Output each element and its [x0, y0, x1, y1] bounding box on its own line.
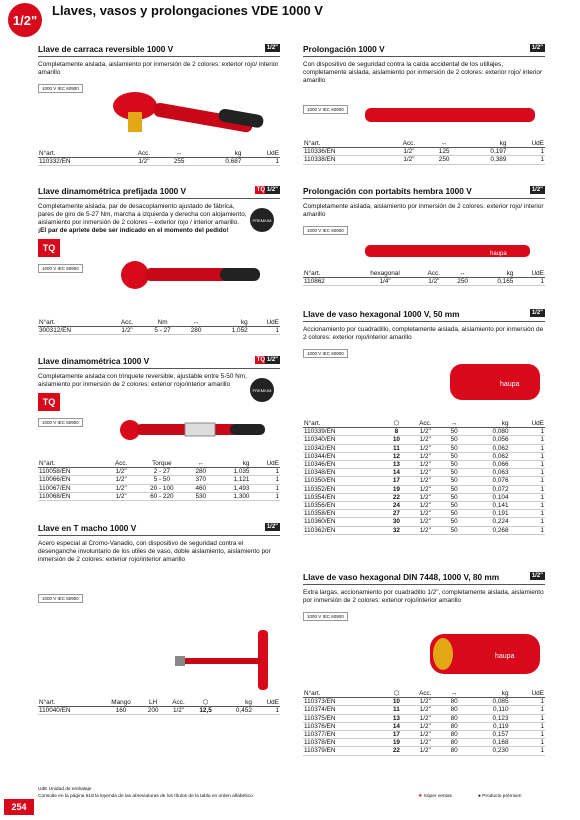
section-description: Completamente aislada, aislamiento por inmersión de 2 colores: exterior rojo/ interior amarillo	[38, 61, 279, 76]
premium-icon: ●	[478, 794, 481, 799]
super-sales-legend: ★ Súper ventas	[418, 794, 452, 799]
torque-wrench-image	[115, 410, 275, 450]
tq-logo: TQ	[38, 239, 60, 257]
section-socket-50: Llave de vaso hexagonal 1000 V, 50 mm 1/2" Accionamiento por cuadradillo, completamente aislada, aislamiento por inmersión de 2 colores: exterior rojo/interior amarillo 1000 V IEC 60900	[303, 309, 544, 356]
table-row: 110340/EN 10 1/2" 50 0,056 1	[304, 436, 544, 444]
table-bit-extension: N°art. hexagonal Acc. ↔ kg UdE 110862 1/4" 1/2" 250 0,165 1	[304, 270, 544, 286]
table-row: 110068/EN 1/2" 60 - 220 530 1,300 1	[39, 492, 279, 500]
table-socket-80: N°art. ⬡ Acc. ↔ kg UdE 110373/EN 10 1/2" 80 0,085 1 110374/EN 11 1/2" 80 0,110 1 110375/EN 13 1/2" 80 0,123 1 110376/EN 14 1/2" 80 0,119 1 110377/EN 17 1/2" 80 0,157 1 110378/EN 19 1/2" 80 0,168 1 110379/EN 22 1/2" 80 0,230 1	[304, 690, 544, 755]
premium-badge: PREMIUM	[250, 378, 274, 402]
section-torque-wrench: Llave dinamométrica 1000 V TQ 1/2" Completamente aislada con trinquete reversible, ajustable entre 5-50 Nm, aislamiento por inmersión de 2 colores: exterior rojo/interior amarillo TQ 1000 V IEC 60900	[38, 356, 278, 425]
t-handle-image	[170, 625, 280, 700]
page-title: Llaves, vasos y prolongaciones VDE 1000 V	[52, 3, 323, 18]
section-title: Llave en T macho 1000 V	[38, 523, 137, 533]
section-title: Llave de vaso hexagonal DIN 7448, 1000 V, 80 mm	[303, 572, 500, 582]
section-title: Llave de vaso hexagonal 1000 V, 50 mm	[303, 309, 460, 319]
bit-extension-image	[360, 237, 540, 267]
tq-logo: TQ	[38, 393, 60, 411]
table-row: 110378/EN 19 1/2" 80 0,168 1	[304, 739, 544, 747]
table-row: 110354/EN 22 1/2" 50 0,104 1	[304, 493, 544, 501]
table-row: 110344/EN 12 1/2" 50 0,062 1	[304, 452, 544, 460]
table-t-handle: N°art. Mango LH Acc. ⬡ kg UdE 110040/EN 160 200 1/2" 12,5 0,452 1	[39, 699, 279, 715]
table-row: 110375/EN 13 1/2" 80 0,123 1	[304, 714, 544, 722]
table-row: 110040/EN 160 200 1/2" 12,5 0,452 1	[39, 707, 279, 715]
table-torque-wrench: N°art. Acc. Torque ↔ kg UdE 110058/EN 1/2" 2 - 27 280 1,035 1 110066/EN 1/2" 5 - 50 370 1,121 1 110067/EN 1/2" 20 - 100 460 1,493 1 110068/EN 1/2" 60 - 220 530 1,300 1	[39, 460, 279, 500]
svg-text:haupa: haupa	[490, 251, 507, 257]
table-row: 110342/EN 11 1/2" 50 0,062 1	[304, 444, 544, 452]
section-bit-extension: Prolongación con portabits hembra 1000 V 1/2" Completamente aislada, aislamiento por inmersión de 2 colores: exterior rojo/ interior amarillo 1000 V IEC 60900	[303, 186, 544, 233]
table-row: 110336/EN 1/2" 125 0,197 1	[304, 148, 544, 156]
svg-text:haupa: haupa	[495, 653, 515, 660]
table-row: 110339/EN 8 1/2" 50 0,080 1	[304, 428, 544, 436]
preset-torque-image	[110, 250, 270, 300]
table-row: 300312/EN 1/2" 5 - 27 280 1,052 1	[39, 327, 279, 335]
section-t-handle: Llave en T macho 1000 V 1/2" Acero especial al Cromo-Vanadio, con dispositivo de seguridad contra el desenganche involuntario de los utiles de vaso, doble aislamiento, aislamiento por inmersión de 2 colores: exterior rojo/interior amarillo 1000 V IEC 60900	[38, 523, 278, 601]
premium-badge: PREMIUM	[250, 208, 274, 232]
page-header	[0, 0, 580, 40]
page-footer: UdE Unidad de embalaje Consulte en la página 618 la leyenda de las abreviaturas de los títulos de la tabla en orden alfabético. ★ Súper ventas ● Producto prémium	[38, 787, 522, 799]
ratchet-image	[100, 84, 270, 154]
section-extension: Prolongación 1000 V 1/2" Con dispositivo de seguridad contra la caída accidental de los utillajes, completamente aislada, aislamiento por inmersión de 2 colores: exterior rojo/ interior amarillo 1000 V IEC 60900	[303, 44, 543, 112]
page-number: 254	[4, 799, 34, 815]
socket-50-image	[445, 358, 545, 408]
svg-text:haupa: haupa	[500, 381, 520, 388]
cert-label: 1000 V IEC 60900	[38, 84, 83, 93]
section-title: Llave dinamométrica prefijada 1000 V	[38, 186, 187, 196]
table-row: 110356/EN 24 1/2" 50 0,141 1	[304, 502, 544, 510]
table-row: 110376/EN 14 1/2" 80 0,119 1	[304, 722, 544, 730]
table-row: 110360/EN 30 1/2" 50 0,224 1	[304, 518, 544, 526]
size-badge: 1/2"	[8, 3, 42, 37]
section-preset-torque: Llave dinamométrica prefijada 1000 V TQ 1/2" Completamente aislada, par de desacoplamiento ajustado de fábrica, pares de giro de 5-27 Nm, marcha a izquierda y derecha con alojamiento, aislamiento por inmersión de 2 colores – exterior rojo / interior amarillo. ¡El par de apriete debe ser indicado en el momento del pedido! TQ 1000 V IEC 60900	[38, 186, 278, 271]
table-row: 110362/EN 32 1/2" 50 0,268 1	[304, 526, 544, 534]
section-title: Llave dinamométrica 1000 V	[38, 356, 150, 366]
table-row: 110377/EN 17 1/2" 80 0,157 1	[304, 731, 544, 739]
table-row: 110058/EN 1/2" 2 - 27 280 1,035 1	[39, 468, 279, 476]
table-row: 110379/EN 22 1/2" 80 0,230 1	[304, 747, 544, 755]
table-row: 110352/EN 19 1/2" 50 0,072 1	[304, 485, 544, 493]
table-row: 110332/EN 1/2" 255 0,687 1	[39, 158, 279, 166]
table-row: 110067/EN 1/2" 20 - 100 460 1,493 1	[39, 484, 279, 492]
size-tag: 1/2"	[266, 45, 278, 51]
socket-80-image	[425, 628, 545, 680]
table-row: 110346/EN 13 1/2" 50 0,066 1	[304, 461, 544, 469]
table-extension: N°art. Acc. ↔ kg UdE 110336/EN 1/2" 125 0,197 1 110338/EN 1/2" 250 0,389 1	[304, 140, 544, 164]
section-socket-80: Llave de vaso hexagonal DIN 7448, 1000 V, 80 mm 1/2" Extra largas, accionamiento por cuadradillo 1/2", completamente aislada, aislamiento por inmersión de 2 colores: exterior rojo/interior amarillo 1000 V IEC 60900	[303, 572, 544, 619]
table-row: 110350/EN 17 1/2" 50 0,076 1	[304, 477, 544, 485]
extension-image	[360, 96, 540, 136]
table-row: 110374/EN 11 1/2" 80 0,110 1	[304, 706, 544, 714]
table-preset-torque: N°art. Acc. Nm ↔ kg UdE 300312/EN 1/2" 5 - 27 280 1,052 1	[39, 319, 279, 335]
table-row: 110348/EN 14 1/2" 50 0,063 1	[304, 469, 544, 477]
table-row: 110358/EN 27 1/2" 50 0,191 1	[304, 510, 544, 518]
table-socket-50: N°art. ⬡ Acc. ↔ kg UdE 110339/EN 8 1/2" 50 0,080 1 110340/EN 10 1/2" 50 0,056 1 110342/EN 11 1/2" 50 0,062 1 110344/EN 12 1/2" 50 0,062 1 110346/EN 13 1/2" 50 0,066 1 110348/EN 14 1/2" 50 0,063 1 110350/EN 17 1/2" 50 0,076 1 110352/EN 19 1/2" 50 0,072 1 110354/EN 22 1/2" 50 0,104 1 110356/EN 24 1/2" 50 0,141 1 110358/EN 27 1/2" 50 0,191 1 110360/EN 30 1/2" 50 0,224 1 110362/EN 32 1/2" 50 0,268 1	[304, 420, 544, 534]
table-ratchet: N°art. Acc. ↔ kg UdE 110332/EN 1/2" 255 0,687 1	[39, 150, 279, 166]
section-title: Prolongación 1000 V	[303, 44, 385, 54]
table-row: 110862 1/4" 1/2" 250 0,165 1	[304, 278, 544, 286]
section-title: Prolongación con portabits hembra 1000 V	[303, 186, 472, 196]
star-icon: ★	[418, 794, 423, 799]
section-title: Llave de carraca reversible 1000 V	[38, 44, 174, 54]
table-row: 110373/EN 10 1/2" 80 0,085 1	[304, 698, 544, 706]
premium-legend: ● Producto prémium	[478, 794, 522, 799]
table-row: 110066/EN 1/2" 5 - 50 370 1,121 1	[39, 476, 279, 484]
table-row: 110338/EN 1/2" 250 0,389 1	[304, 156, 544, 164]
